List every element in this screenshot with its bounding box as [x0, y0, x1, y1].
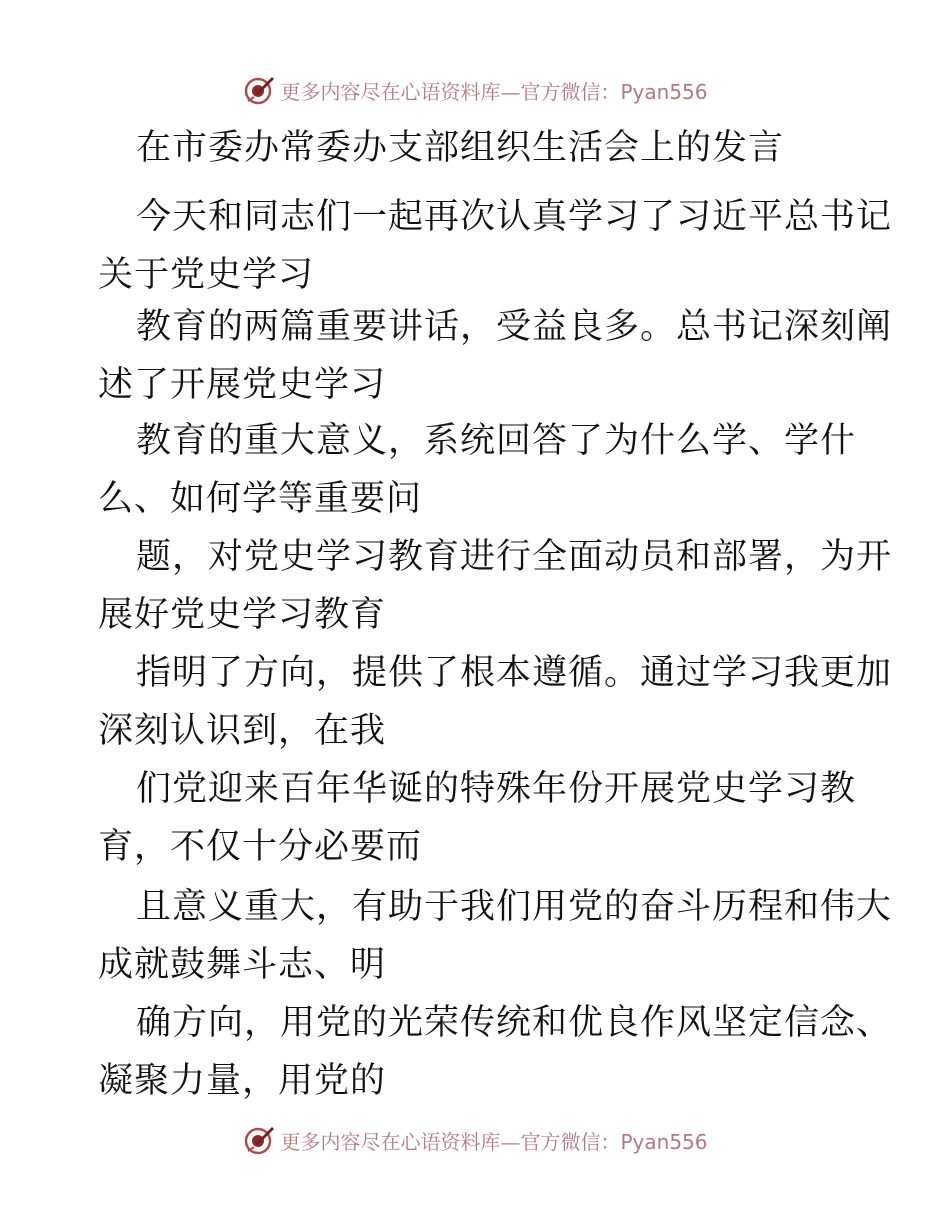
paragraph — [98, 528, 893, 644]
paragraph-line: 题，对党史学习教育进行全面动员和部署，为开 — [136, 537, 893, 577]
watermark-text — [280, 1126, 707, 1155]
paragraph-line: 且意义重大，有助于我们用党的奋斗历程和伟大 — [136, 887, 893, 927]
watermark-title: 更多内容尽在心语资料库 — [280, 1129, 501, 1154]
watermark-separator: — — [500, 1129, 521, 1154]
paragraph-line: 述了开展党史学习 — [98, 365, 387, 405]
paragraph-line: 教育的重大意义，系统回答了为什么学、学什 — [136, 421, 857, 461]
quill-logo-icon — [242, 73, 276, 107]
paragraph — [98, 298, 893, 414]
paragraph-line: 凝聚力量，用党的 — [98, 1061, 387, 1101]
paragraph-line: 深刻认识到，在我 — [98, 711, 387, 751]
document-title: 在市委办常委办支部组织生活会上的发言 — [136, 128, 785, 168]
paragraph-line: 们党迎来百年华诞的特殊年份开展党史学习教 — [136, 769, 857, 809]
paragraph-line: 确方向，用党的光荣传统和优良作风坚定信念、 — [136, 1003, 893, 1043]
paragraph — [98, 644, 893, 760]
paragraph — [98, 412, 858, 528]
paragraph-line: 么、如何学等重要问 — [98, 479, 423, 519]
quill-logo-icon — [242, 1123, 276, 1157]
watermark-wechat-id: Pyan556 — [620, 79, 708, 104]
watermark-text — [280, 76, 707, 105]
paragraph-line: 教育的两篇重要讲话，受益良多。总书记深刻阐 — [136, 307, 893, 347]
paragraph-line: 指明了方向，提供了根本遵循。通过学习我更加 — [136, 653, 893, 693]
header-watermark — [0, 70, 950, 110]
watermark-separator: — — [500, 79, 521, 104]
paragraph-line: 关于党史学习 — [98, 255, 315, 295]
paragraph — [98, 994, 893, 1110]
paragraph-line: 今天和同志们一起再次认真学习了习近平总书记 — [136, 197, 893, 237]
paragraph — [98, 878, 893, 994]
watermark-contact-label: 官方微信： — [520, 1129, 621, 1154]
watermark-wechat-id: Pyan556 — [620, 1129, 708, 1154]
footer-watermark — [0, 1120, 950, 1160]
paragraph — [98, 760, 858, 876]
watermark-contact-label: 官方微信： — [520, 79, 621, 104]
watermark-title: 更多内容尽在心语资料库 — [280, 79, 501, 104]
paragraph-line: 展好党史学习教育 — [98, 595, 387, 635]
paragraph-line: 成就鼓舞斗志、明 — [98, 945, 387, 985]
paragraph-line: 育，不仅十分必要而 — [98, 827, 423, 867]
paragraph — [98, 188, 893, 304]
